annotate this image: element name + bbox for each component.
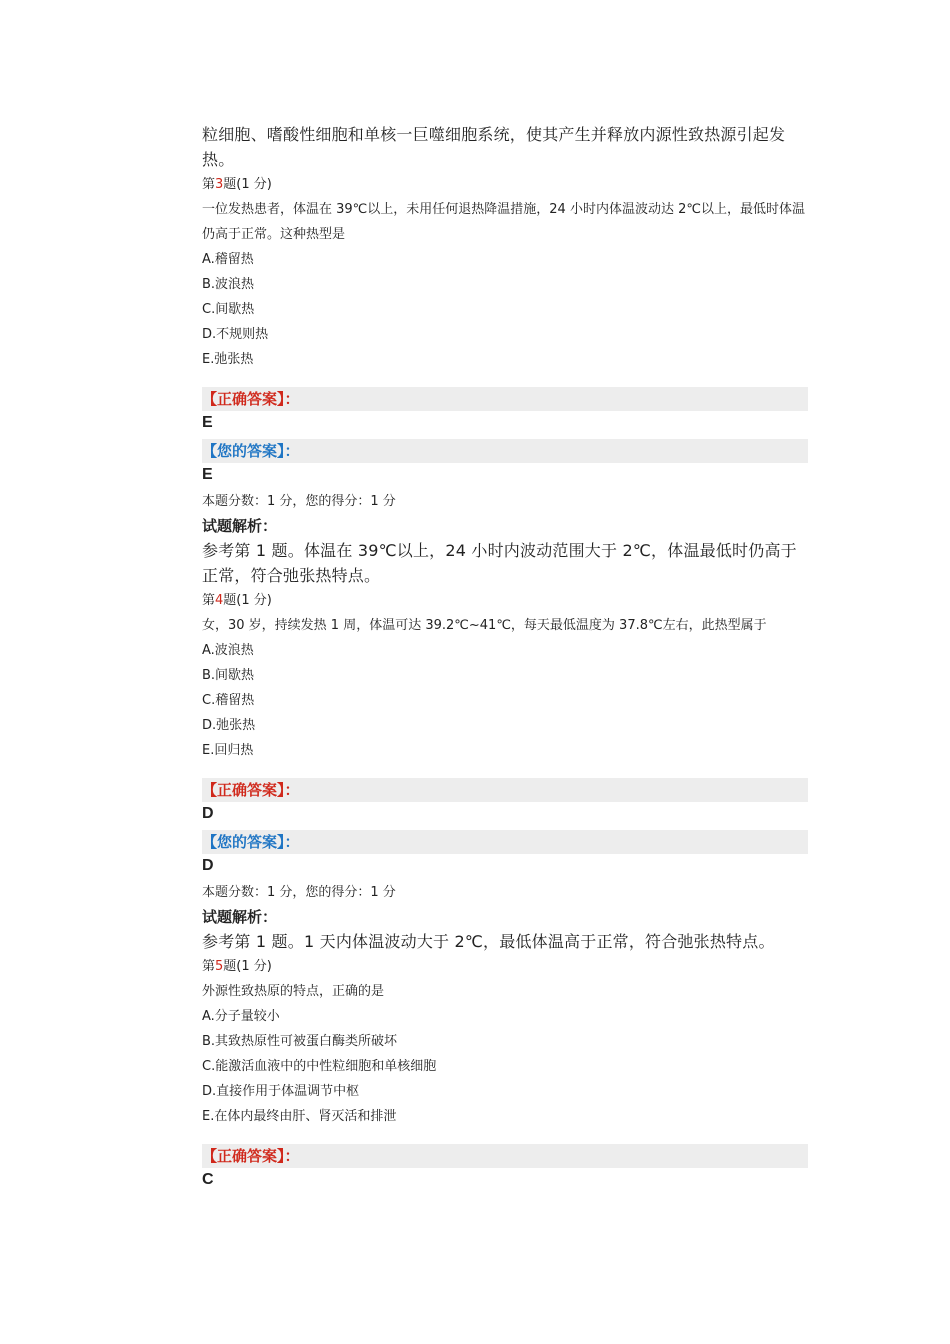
score-text: 本题分数：1 分，您的得分：1 分 bbox=[202, 494, 396, 509]
correct-answer-value: C bbox=[202, 1171, 214, 1188]
option-d: D.弛张热 bbox=[202, 718, 256, 733]
question-prefix: 第 bbox=[202, 177, 216, 192]
option-b: B.波浪热 bbox=[202, 277, 255, 292]
analysis-text: 参考第 1 题。体温在 39℃以上，24 小时内波动范围大于 2℃，体温最低时仍高于正常，符合弛张热特点。 bbox=[202, 541, 797, 585]
option-a: A.分子量较小 bbox=[202, 1009, 280, 1024]
correct-answer-value: D bbox=[202, 805, 214, 822]
option-e: E.弛张热 bbox=[202, 352, 254, 367]
correct-answer-label: 【正确答案】： bbox=[202, 387, 808, 411]
question-block bbox=[202, 954, 808, 1194]
analysis-label: 试题解析： bbox=[202, 517, 278, 535]
option-b: B.其致热原性可被蛋白酶类所破坏 bbox=[202, 1034, 398, 1049]
your-answer-label: 【您的答案】： bbox=[202, 439, 808, 463]
option-e: E.回归热 bbox=[202, 743, 254, 758]
correct-answer-value: E bbox=[202, 414, 213, 431]
question-prefix: 第 bbox=[202, 959, 216, 974]
option-d: D.直接作用于体温调节中枢 bbox=[202, 1084, 360, 1099]
question-number: 3 bbox=[215, 177, 224, 192]
question-suffix: 题(1 分) bbox=[223, 959, 272, 974]
document-page bbox=[202, 122, 808, 1194]
your-answer-label: 【您的答案】： bbox=[202, 830, 808, 854]
option-e: E.在体内最终由肝、肾灭活和排泄 bbox=[202, 1109, 397, 1124]
your-answer-value: D bbox=[202, 857, 214, 874]
intro-text: 粒细胞、嗜酸性细胞和单核一巨噬细胞系统，使其产生并释放内源性致热源引起发热。 bbox=[202, 125, 786, 169]
correct-answer-label: 【正确答案】： bbox=[202, 778, 808, 802]
option-c: C.能激活血液中的中性粒细胞和单核细胞 bbox=[202, 1059, 437, 1074]
score-text: 本题分数：1 分，您的得分：1 分 bbox=[202, 885, 396, 900]
spacer bbox=[202, 1129, 808, 1142]
question-text: 外源性致热原的特点，正确的是 bbox=[202, 984, 385, 999]
question-text: 一位发热患者，体温在 39℃以上，未用任何退热降温措施，24 小时内体温波动达 2℃以上，最低时体温仍高于正常。这种热型是 bbox=[202, 202, 805, 242]
spacer bbox=[202, 763, 808, 776]
analysis-label: 试题解析： bbox=[202, 908, 278, 926]
question-header bbox=[202, 588, 808, 613]
option-d: D.不规则热 bbox=[202, 327, 269, 342]
question-number: 4 bbox=[215, 593, 224, 608]
question-header bbox=[202, 954, 808, 979]
question-prefix: 第 bbox=[202, 593, 216, 608]
question-text: 女，30 岁，持续发热 1 周，体温可达 39.2℃~41℃，每天最低温度为 37.8℃左右，此热型属于 bbox=[202, 618, 767, 633]
analysis-text: 参考第 1 题。1 天内体温波动大于 2℃，最低体温高于正常，符合弛张热特点。 bbox=[202, 932, 775, 951]
question-block bbox=[202, 172, 808, 588]
option-c: C.稽留热 bbox=[202, 693, 255, 708]
your-answer-value: E bbox=[202, 466, 213, 483]
question-block bbox=[202, 588, 808, 954]
question-suffix: 题(1 分) bbox=[223, 593, 272, 608]
option-a: A.波浪热 bbox=[202, 643, 254, 658]
spacer bbox=[202, 372, 808, 385]
question-suffix: 题(1 分) bbox=[223, 177, 272, 192]
option-a: A.稽留热 bbox=[202, 252, 254, 267]
question-header bbox=[202, 172, 808, 197]
option-b: B.间歇热 bbox=[202, 668, 255, 683]
correct-answer-label: 【正确答案】： bbox=[202, 1144, 808, 1168]
question-number: 5 bbox=[215, 959, 224, 974]
option-c: C.间歇热 bbox=[202, 302, 255, 317]
